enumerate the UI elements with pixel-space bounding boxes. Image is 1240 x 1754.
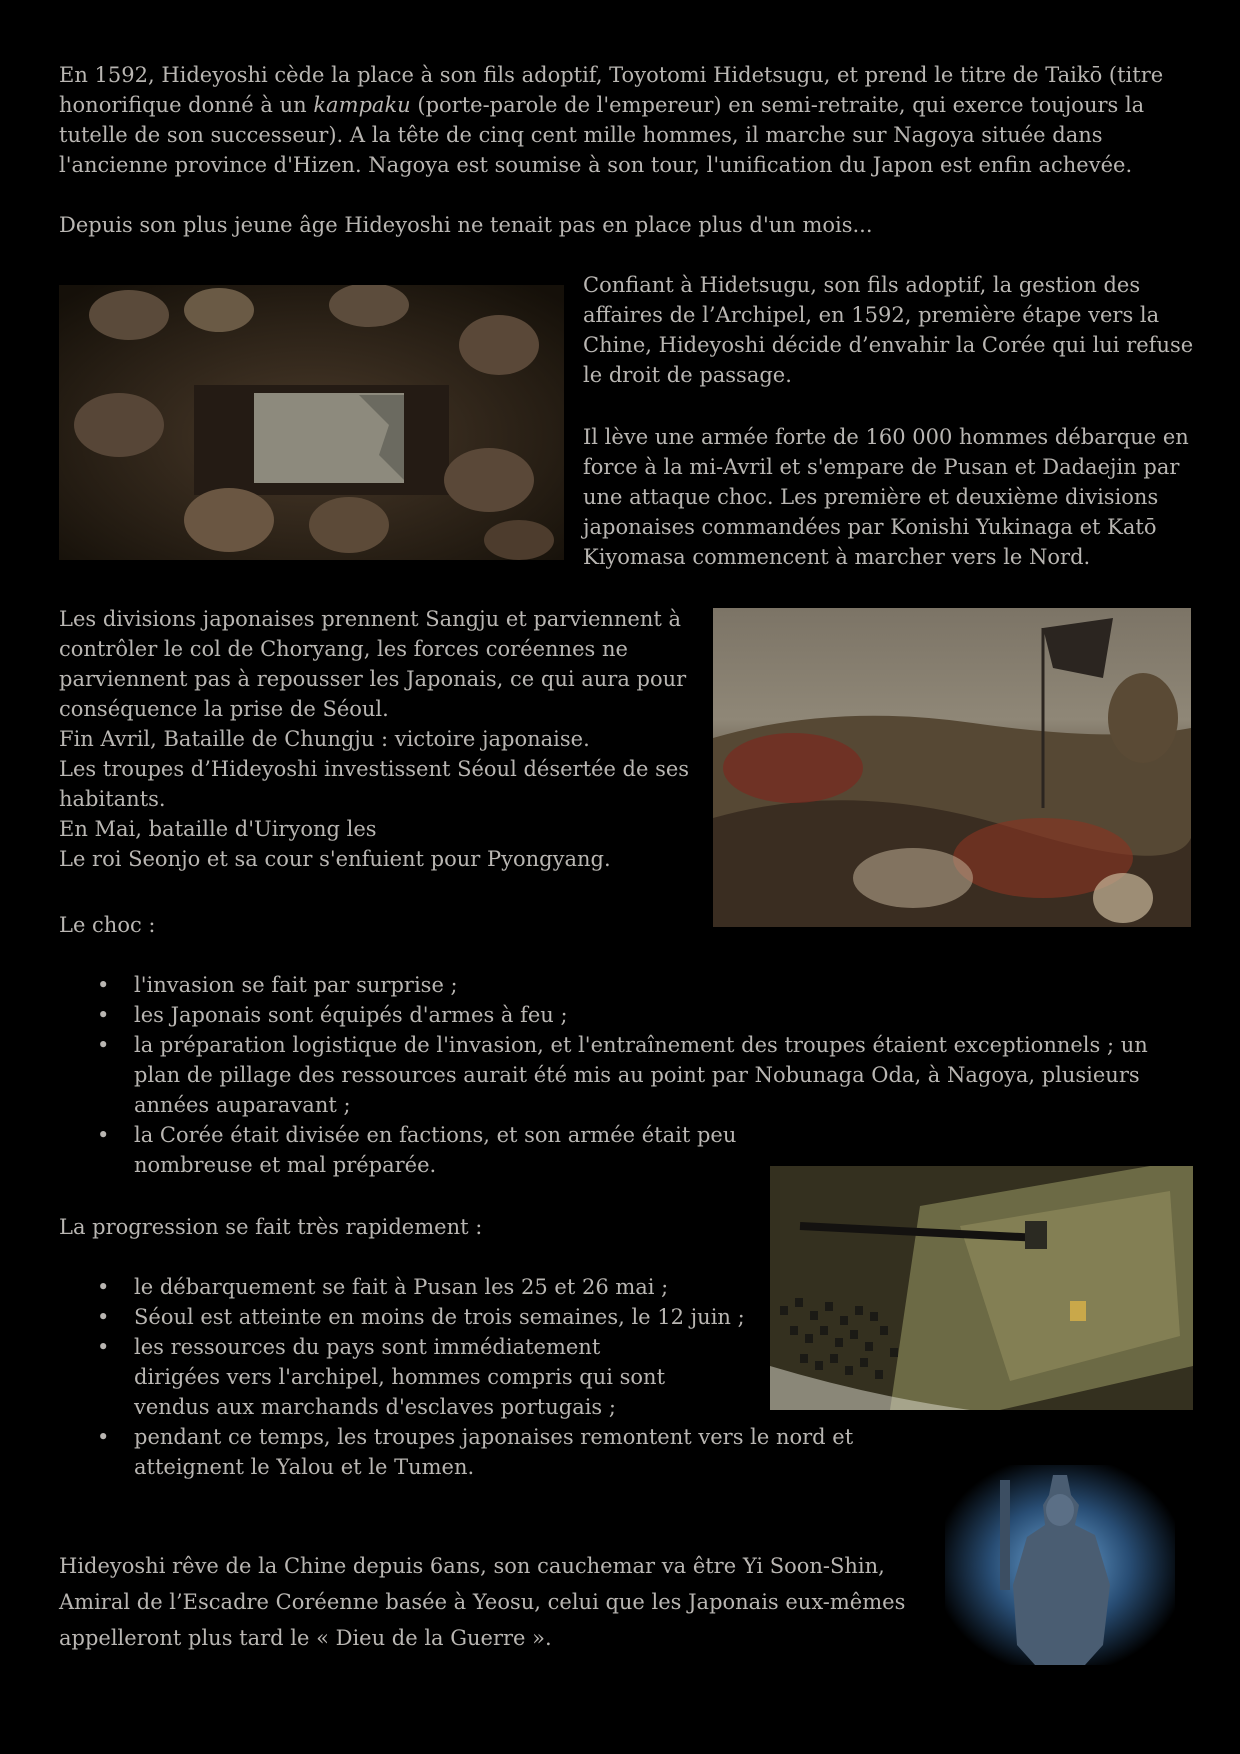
intro-text-a: En 1592, Hideyoshi cède la place à son fils adoptif, Toyotomi Hidetsugu, et prend le titre de Taikō (titre honorifique donné à un xyxy=(59,63,1164,117)
list-item: • le débarquement se fait à Pusan les 25 et 26 mai ; xyxy=(59,1272,879,1302)
list-item: • les Japonais sont équipés d'armes à feu ; xyxy=(59,1000,1184,1030)
kampaku-term: kampaku xyxy=(313,93,411,117)
divisions-line: Fin Avril, Bataille de Chungju : victoire japonaise. xyxy=(59,727,590,751)
korea-paragraph-2: Il lève une armée forte de 160 000 hommes débarque en force à la mi-Avril et s'empare de Pusan et Dadaejin par une attaque choc. Les première et deuxième divisions japonaises commandées par Konishi Yukinaga et Katō Kiyomasa commencent à marcher vers le Nord. xyxy=(583,425,1189,569)
divisions-line: Le roi Seonjo et sa cour s'enfuient pour Pyongyang. xyxy=(59,847,611,871)
divisions-line: conséquence la prise de Séoul. xyxy=(59,697,389,721)
list-item: • l'invasion se fait par surprise ; xyxy=(59,970,1184,1000)
battle-painting-image xyxy=(713,608,1191,927)
list-item: • Séoul est atteinte en moins de trois semaines, le 12 juin ; xyxy=(59,1302,879,1332)
closing-paragraph: Hideyoshi rêve de la Chine depuis 6ans, son cauchemar va être Yi Soon-Shin, Amiral de l’Escadre Coréenne basée à Yeosu, celui que les Japonais eux-mêmes appelleront plus tard le « Dieu de la Guerre ». xyxy=(59,1554,906,1650)
divisions-line: En Mai, bataille d'Uiryong les xyxy=(59,817,377,841)
intro-paragraph-2: Depuis son plus jeune âge Hideyoshi ne tenait pas en place plus d'un mois... xyxy=(59,213,873,237)
intro-paragraph xyxy=(59,60,1184,180)
choc-list xyxy=(59,970,1184,1180)
choc-heading: Le choc : xyxy=(59,913,156,937)
list-item: • la Corée était divisée en factions, et son armée était peu nombreuse et mal préparée. xyxy=(59,1120,809,1180)
list-item: • la préparation logistique de l'invasion, et l'entraînement des troupes étaient exceptionnels ; un plan de pillage des ressources aurait été mis au point par Nobunaga Oda, à Nagoya, plusieurs années auparavant ; xyxy=(59,1030,1184,1120)
divisions-paragraph xyxy=(59,604,699,874)
list-item: • pendant ce temps, les troupes japonaises remontent vers le nord et atteignent le Yalou et le Tumen. xyxy=(59,1422,879,1482)
divisions-line: habitants. xyxy=(59,787,166,811)
progression-list xyxy=(59,1272,879,1482)
divisions-line: Les troupes d’Hideyoshi investissent Séoul désertée de ses xyxy=(59,757,690,781)
intro-text-b: (porte-parole de l'empereur) en semi-retraite, qui exerce toujours la tutelle de son successeur). A la tête de cinq cent mille hommes, il marche sur Nagoya située dans l'ancienne province d'Hizen. Nagoya est soumise à son tour, l'unification du Japon est enfin achevée. xyxy=(59,93,1145,177)
divisions-line: parviennent pas à repousser les Japonais, ce qui aura pour xyxy=(59,667,687,691)
divisions-line: Les divisions japonaises prennent Sangju et parviennent à xyxy=(59,607,682,631)
korea-paragraph-1: Confiant à Hidetsugu, son fils adoptif, la gestion des affaires de l’Archipel, en 1592, première étape vers la Chine, Hideyoshi décide d’envahir la Corée qui lui refuse le droit de passage. xyxy=(583,273,1194,387)
war-council-image xyxy=(59,285,564,560)
yi-soon-shin-statue-image xyxy=(945,1465,1175,1665)
divisions-line: contrôler le col de Choryang, les forces coréennes ne xyxy=(59,637,628,661)
progression-heading: La progression se fait très rapidement : xyxy=(59,1215,483,1239)
list-item: • les ressources du pays sont immédiatement dirigées vers l'archipel, hommes compris qui sont vendus aux marchands d'esclaves portugais ; xyxy=(59,1332,679,1422)
